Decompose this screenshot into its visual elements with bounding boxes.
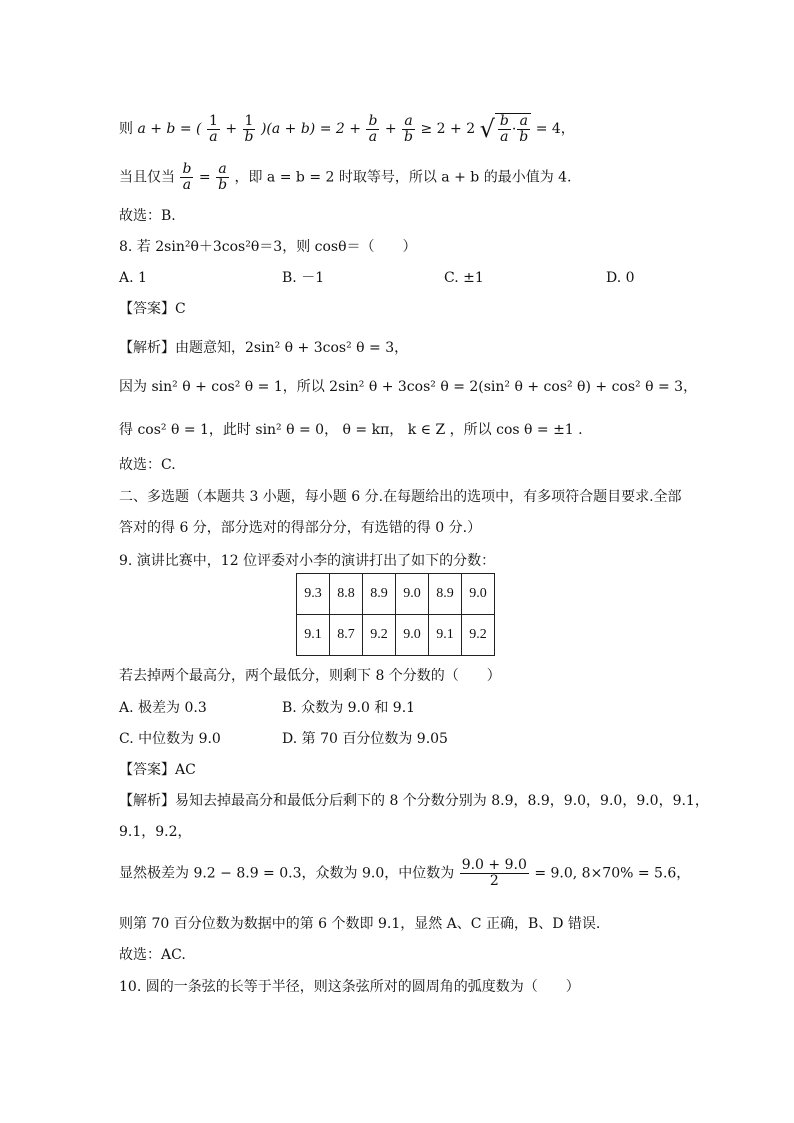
q9-option-a: A. 极差为 0.3 bbox=[119, 700, 207, 716]
numerator: b bbox=[182, 161, 192, 177]
fraction bbox=[498, 114, 511, 145]
denominator: a bbox=[368, 128, 378, 145]
fraction bbox=[460, 858, 529, 889]
table-cell: 8.9 bbox=[363, 574, 396, 615]
q8-analysis-3: 得 cos² θ = 1，此时 sin² θ = 0， θ = kπ， k ∈ Z ，所以 cos θ = ±1 . bbox=[119, 422, 583, 438]
fraction bbox=[402, 114, 415, 145]
text: 显然极差为 9.2 − 8.9 = 0.3，众数为 9.0，中位数为 bbox=[119, 865, 455, 882]
table-cell: 9.0 bbox=[396, 615, 429, 656]
q9-analysis-3 bbox=[119, 858, 690, 889]
q9-option-b: B. 众数为 9.0 和 9.1 bbox=[282, 700, 416, 716]
section-2-heading-line-1: 二、多选题（本题共 3 小题，每小题 6 分.在每题给出的选项中，有多项符合题目要求.全部 bbox=[119, 489, 682, 505]
formula: a + b = ( bbox=[137, 121, 202, 137]
formula: )(a + b) = 2 + bbox=[260, 121, 361, 137]
operator: = bbox=[198, 169, 211, 186]
table-cell: 8.9 bbox=[429, 574, 462, 615]
q8-select: 故选：C. bbox=[119, 457, 176, 473]
solution-line-1 bbox=[119, 113, 575, 145]
fraction bbox=[366, 114, 379, 145]
denominator: 2 bbox=[489, 873, 499, 889]
numerator: b bbox=[368, 112, 378, 129]
q8-option-d: D. 0 bbox=[606, 270, 635, 286]
denominator: a bbox=[182, 177, 192, 193]
q9-option-c: C. 中位数为 9.0 bbox=[119, 731, 221, 747]
table-row bbox=[297, 615, 495, 656]
q8-option-b: B. －1 bbox=[282, 270, 325, 286]
text: 当且仅当 bbox=[119, 169, 175, 186]
fraction bbox=[180, 162, 193, 193]
fraction bbox=[517, 114, 530, 145]
operator: + bbox=[225, 121, 238, 137]
q9-analysis-1: 【解析】易知去掉最高分和最低分后剩下的 8 个分数分别为 8.9，8.9，9.0，9.0，9.0，9.1， bbox=[119, 793, 709, 809]
table-cell: 9.2 bbox=[462, 615, 495, 656]
text: 则 bbox=[119, 121, 133, 137]
q9-option-d: D. 第 70 百分位数为 9.05 bbox=[282, 731, 448, 747]
numerator: b bbox=[499, 113, 509, 129]
table-cell: 9.1 bbox=[429, 615, 462, 656]
q9-analysis-2: 9.1，9.2， bbox=[119, 824, 192, 840]
table-cell: 8.8 bbox=[330, 574, 363, 615]
table-cell: 9.0 bbox=[462, 574, 495, 615]
formula: = 4， bbox=[535, 121, 575, 137]
table-cell: 9.3 bbox=[297, 574, 330, 615]
radical-sign: √ bbox=[479, 115, 495, 143]
text: = 9.0, 8×70% = 5.6， bbox=[534, 865, 691, 882]
q9-stem-2: 若去掉两个最高分，两个最低分，则剩下 8 个分数的（ ） bbox=[119, 668, 501, 684]
q9-answer: 【答案】AC bbox=[119, 762, 196, 778]
solution-line-2 bbox=[119, 162, 572, 193]
formula: ≥ 2 + 2 bbox=[420, 121, 476, 137]
score-table bbox=[296, 573, 495, 656]
table-cell: 8.7 bbox=[330, 615, 363, 656]
q8-option-a: A. 1 bbox=[119, 270, 147, 286]
operator: · bbox=[511, 121, 517, 138]
section-2-heading-line-2: 答对的得 6 分，部分选对的得部分分，有选错的得 0 分.） bbox=[119, 520, 482, 536]
table-cell: 9.0 bbox=[396, 574, 429, 615]
numerator: 1 bbox=[208, 112, 218, 129]
square-root bbox=[480, 113, 532, 145]
q8-analysis-1: 【解析】由题意知，2sin² θ + 3cos² θ = 3， bbox=[119, 340, 409, 356]
table-row bbox=[297, 574, 495, 615]
q8-option-c: C. ±1 bbox=[444, 270, 484, 286]
numerator: a bbox=[402, 114, 415, 130]
denominator: b bbox=[519, 129, 529, 145]
fraction bbox=[216, 162, 229, 193]
text: ，即 a = b = 2 时取等号，所以 a + b 的最小值为 4. bbox=[234, 169, 572, 186]
denominator: b bbox=[218, 177, 228, 193]
denominator: b bbox=[404, 128, 414, 145]
question-9: 9. 演讲比赛中，12 位评委对小李的演讲打出了如下的分数： bbox=[119, 553, 496, 569]
denominator: a bbox=[500, 129, 509, 145]
numerator: 9.0 + 9.0 bbox=[461, 857, 527, 873]
q9-select: 故选：AC. bbox=[119, 947, 186, 963]
numerator: 1 bbox=[243, 114, 256, 130]
table-cell: 9.2 bbox=[363, 615, 396, 656]
question-8: 8. 若 2sin²θ＋3cos²θ＝3，则 cosθ＝（ ） bbox=[119, 239, 417, 255]
fraction bbox=[207, 114, 220, 145]
operator: + bbox=[384, 121, 397, 137]
q8-answer: 【答案】C bbox=[119, 301, 186, 317]
denominator: a bbox=[209, 128, 218, 145]
q9-analysis-4: 则第 70 百分位数为数据中的第 6 个数即 9.1，显然 A、C 正确，B、D 错误. bbox=[119, 916, 601, 932]
numerator: a bbox=[216, 162, 229, 178]
radicand bbox=[495, 113, 531, 145]
answer-select-b: 故选：B. bbox=[119, 208, 176, 224]
q8-analysis-2: 因为 sin² θ + cos² θ = 1，所以 2sin² θ + 3cos² θ = 2(sin² θ + cos² θ) + cos² θ = 3， bbox=[119, 379, 698, 395]
denominator: b bbox=[244, 128, 254, 145]
table-cell: 9.1 bbox=[297, 615, 330, 656]
fraction bbox=[243, 114, 256, 145]
question-10: 10. 圆的一条弦的长等于半径，则这条弦所对的圆周角的弧度数为（ ） bbox=[119, 979, 580, 995]
numerator: a bbox=[517, 114, 530, 130]
